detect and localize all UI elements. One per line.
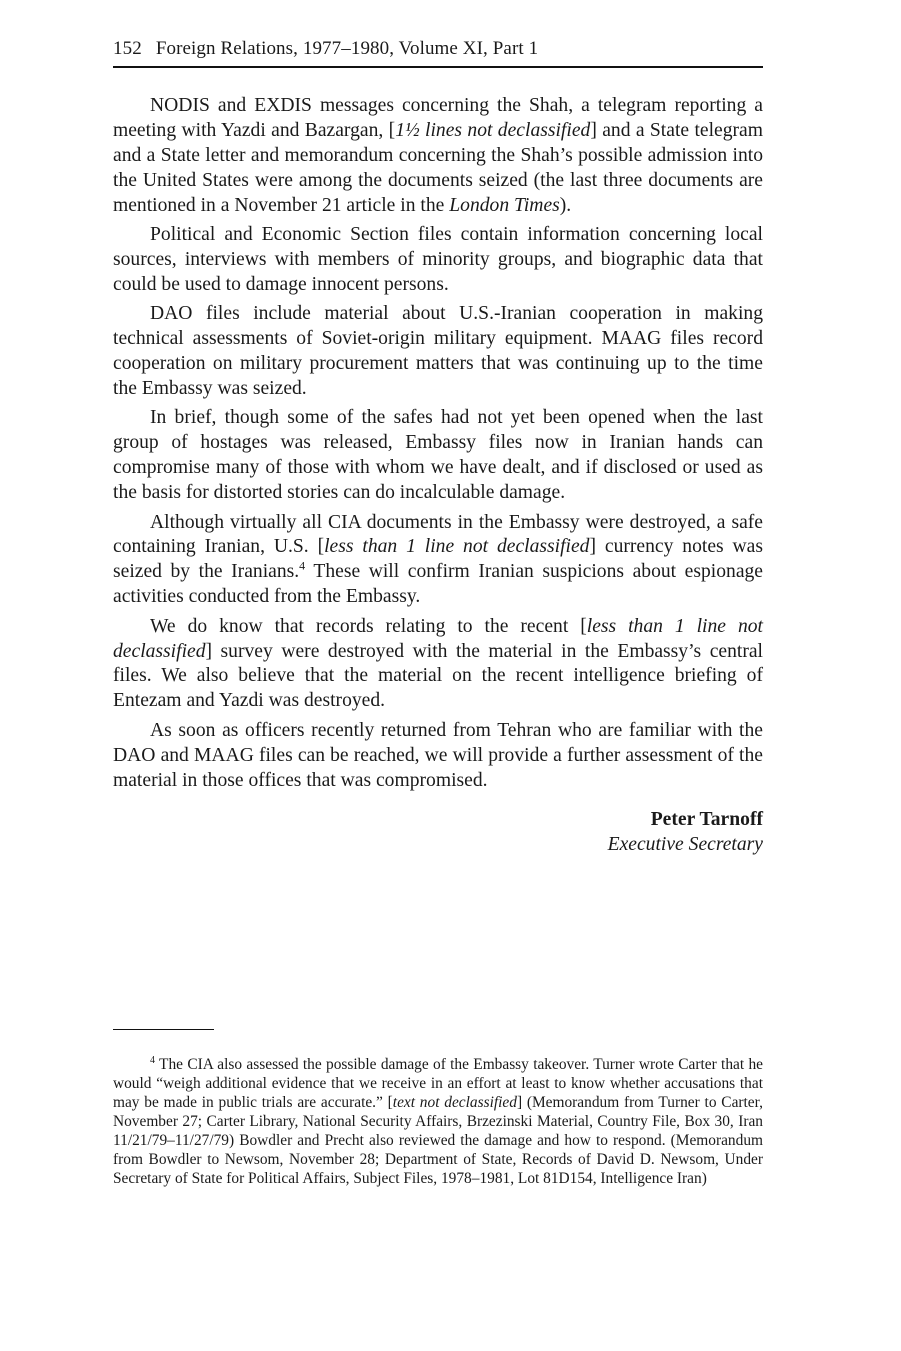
- editorial-note: 1½ lines not declassified: [395, 119, 591, 141]
- text-run: ] survey were destroyed with the material in the Embassy’s central files. We also believe that the material on the recent intelligence briefing of Entezam and Yazdi was destroyed.: [113, 640, 763, 712]
- editorial-note: text not declassified: [392, 1094, 517, 1111]
- paragraph-3: DAO files include material about U.S.-Iranian cooperation in making technical assessments of Soviet-origin military equipment. MAAG files record cooperation on military procurement matters that was continuing up to the time the Embassy was seized.: [113, 303, 763, 399]
- text-run: Although virtually all CIA documents in the Embassy were destroyed, a safe containing Iranian, U.S. [: [113, 511, 763, 558]
- page-body: [113, 36, 763, 857]
- signer-title: Executive Secretary: [607, 834, 763, 856]
- footnote-4: [113, 1055, 763, 1188]
- text-run: NODIS and EXDIS messages concerning the Shah, a telegram reporting a meeting with Yazdi and Bazargan, [: [113, 95, 763, 141]
- editorial-note: less than 1 line not declassified: [113, 615, 763, 662]
- paragraph-4: In brief, though some of the safes had not yet been opened when the last group of hostages was released, Embassy files now in Iranian hands can compromise many of those with whom we have dealt, and if disclosed or used as the basis for distorted stories can do incalculable damage.: [113, 407, 763, 504]
- paragraph-7: As soon as officers recently returned from Tehran who are familiar with the DAO and MAAG files can be reached, we will provide a further assessment of the material in those offices that was compromised.: [113, 719, 763, 791]
- paragraph-5: [113, 511, 763, 611]
- document-text: [113, 94, 763, 793]
- signer-name: Peter Tarnoff: [650, 809, 763, 831]
- text-run: ] currency notes was seized by the Iranians.: [113, 536, 763, 583]
- text-run: ).: [559, 194, 572, 216]
- footnote-divider: [113, 1029, 214, 1030]
- running-head-title: Foreign Relations, 1977–1980, Volume XI, Part 1: [155, 38, 539, 59]
- signature-block: [113, 807, 763, 857]
- paragraph-2: Political and Economic Section files contain information concerning local sources, interviews with members of minority groups, and biographic data that could be used to damage innocent persons.: [113, 224, 763, 295]
- text-run: The CIA also assessed the possible damage of the Embassy takeover. Turner wrote Carter that he would “weigh additional evidence that we receive in an effort at least to know whether accusations that may be made in public trials are accurate.” [: [113, 1056, 763, 1111]
- publication-title: London Times: [449, 194, 560, 216]
- text-run: ] (Memorandum from Turner to Carter, November 27; Carter Library, National Security Affairs, Brzezinski Material, Country File, Box 30, Iran 11/21/79–11/27/79) Bowdler and Precht also reviewed the damage and how to respond. (Memorandum from Bowdler to Newsom, November 28; Department of State, Records of David D. Newsom, Under Secretary of State for Political Affairs, Subject Files, 1978–1981, Lot 81D154, Intelligence Iran): [113, 1094, 763, 1187]
- text-run: These will confirm Iranian suspicions about espionage activities conducted from the Embassy.: [113, 561, 764, 608]
- page-number: 152: [113, 38, 142, 59]
- editorial-note: less than 1 line not declassified: [324, 536, 590, 558]
- running-head: [113, 36, 763, 68]
- text-run: ] and a State telegram and a State letter and memorandum concerning the Shah’s possible admission into the United States were among the documents seized (the last three documents are mentioned in a November 21 article in the: [113, 119, 763, 216]
- text-run: We do know that records relating to the recent [: [150, 615, 587, 637]
- footnote-number: 4: [150, 1054, 155, 1066]
- footnote-reference[interactable]: 4: [299, 558, 306, 573]
- paragraph-6: [113, 615, 763, 715]
- paragraph-1: [113, 94, 763, 219]
